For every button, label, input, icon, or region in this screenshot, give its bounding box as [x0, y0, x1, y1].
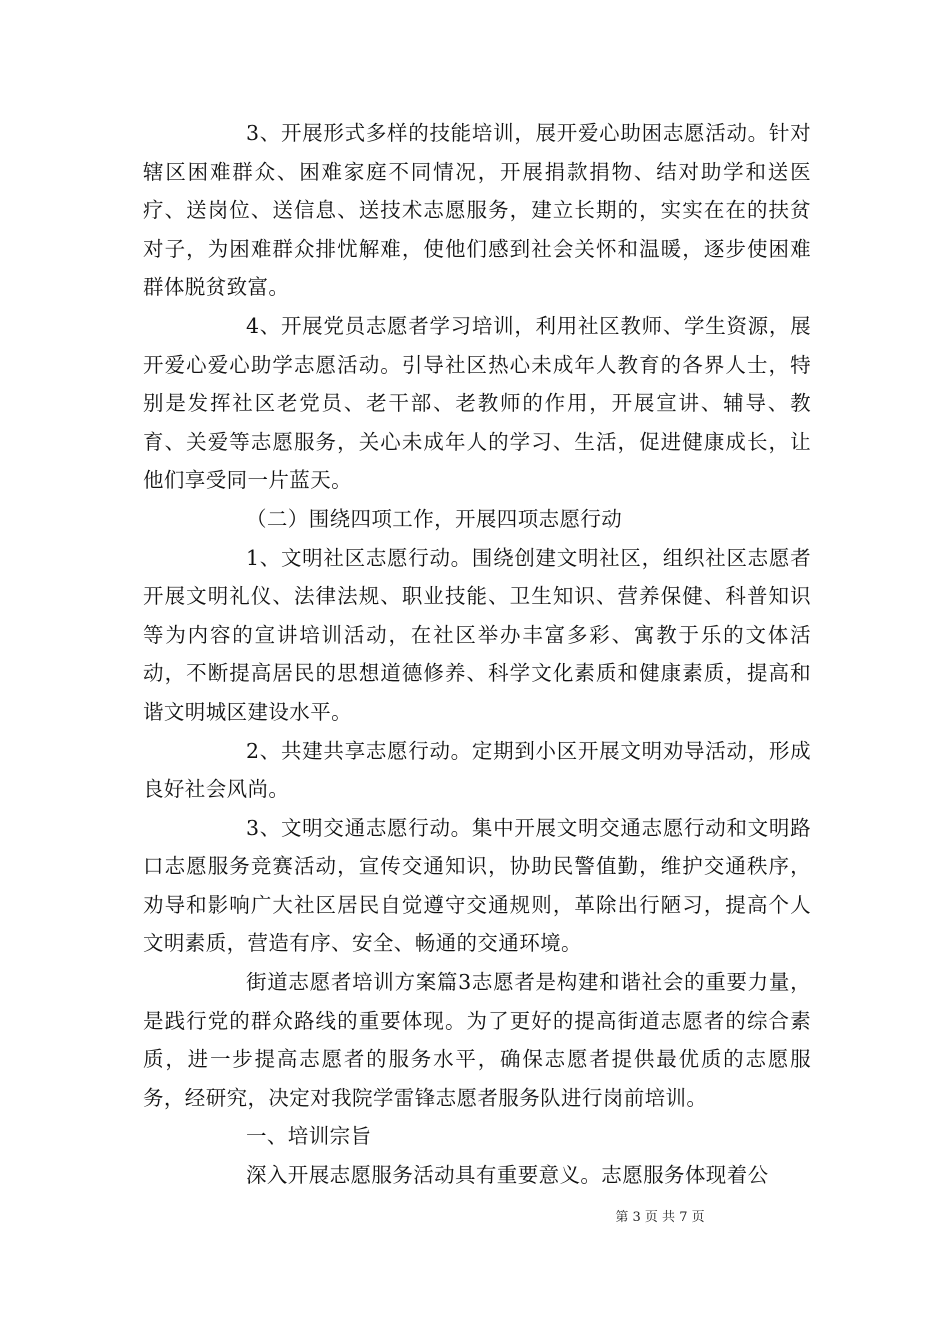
document-body [143, 114, 811, 1195]
paragraph-civilized-community: 1、文明社区志愿行动。围绕创建文明社区，组织社区志愿者开展文明礼仪、法律法规、职业技能、卫生知识、营养保健、科普知识等为内容的宣讲培训活动，在社区举办丰富多彩、寓教于乐的文体活动，不断提高居民的思想道德修养、科学文化素质和健康素质，提高和谐文明城区建设水平。 [143, 545, 811, 724]
paragraph-party-volunteer-training: 4、开展党员志愿者学习培训，利用社区教师、学生资源，展开爱心爱心助学志愿活动。引导社区热心未成年人教育的各界人士，特别是发挥社区老党员、老干部、老教师的作用，开展宣讲、辅导、教育、关爱等志愿服务，关心未成年人的学习、生活，促进健康成长，让他们享受同一片蓝天。 [143, 313, 811, 493]
paragraph-civilized-traffic: 3、文明交通志愿行动。集中开展文明交通志愿行动和文明路口志愿服务竞赛活动，宣传交通知识，协助民警值勤，维护交通秩序，劝导和影响广大社区居民自觉遵守交通规则，革除出行陋习，提高个人文明素质，营造有序、安全、畅通的交通环境。 [143, 815, 811, 956]
paragraph-purpose-intro: 深入开展志愿服务活动具有重要意义。志愿服务体现着公 [246, 1163, 769, 1188]
paragraph-training-plan-3: 街道志愿者培训方案篇3志愿者是构建和谐社会的重要力量，是践行党的群众路线的重要体现。为了更好的提高街道志愿者的综合素质，进一步提高志愿者的服务水平，确保志愿者提供最优质的志愿服务，经研究，决定对我院学雷锋志愿者服务队进行岗前培训。 [143, 970, 811, 1110]
section-heading-training-purpose: 一、培训宗旨 [246, 1124, 372, 1149]
page-number: 第 3 页 共 7 页 [615, 1210, 705, 1225]
section-heading-four-actions: （二）围绕四项工作，开展四项志愿行动 [246, 506, 623, 531]
paragraph-skills-training: 3、开展形式多样的技能培训，展开爱心助困志愿活动。针对辖区困难群众、困难家庭不同情况，开展捐款捐物、结对助学和送医疗、送岗位、送信息、送技术志愿服务，建立长期的，实实在在的扶贫对子，为困难群众排忧解难，使他们感到社会关怀和温暖，逐步使困难群体脱贫致富。 [143, 121, 811, 300]
paragraph-co-build-share: 2、共建共享志愿行动。定期到小区开展文明劝导活动，形成良好社会风尚。 [143, 738, 811, 802]
